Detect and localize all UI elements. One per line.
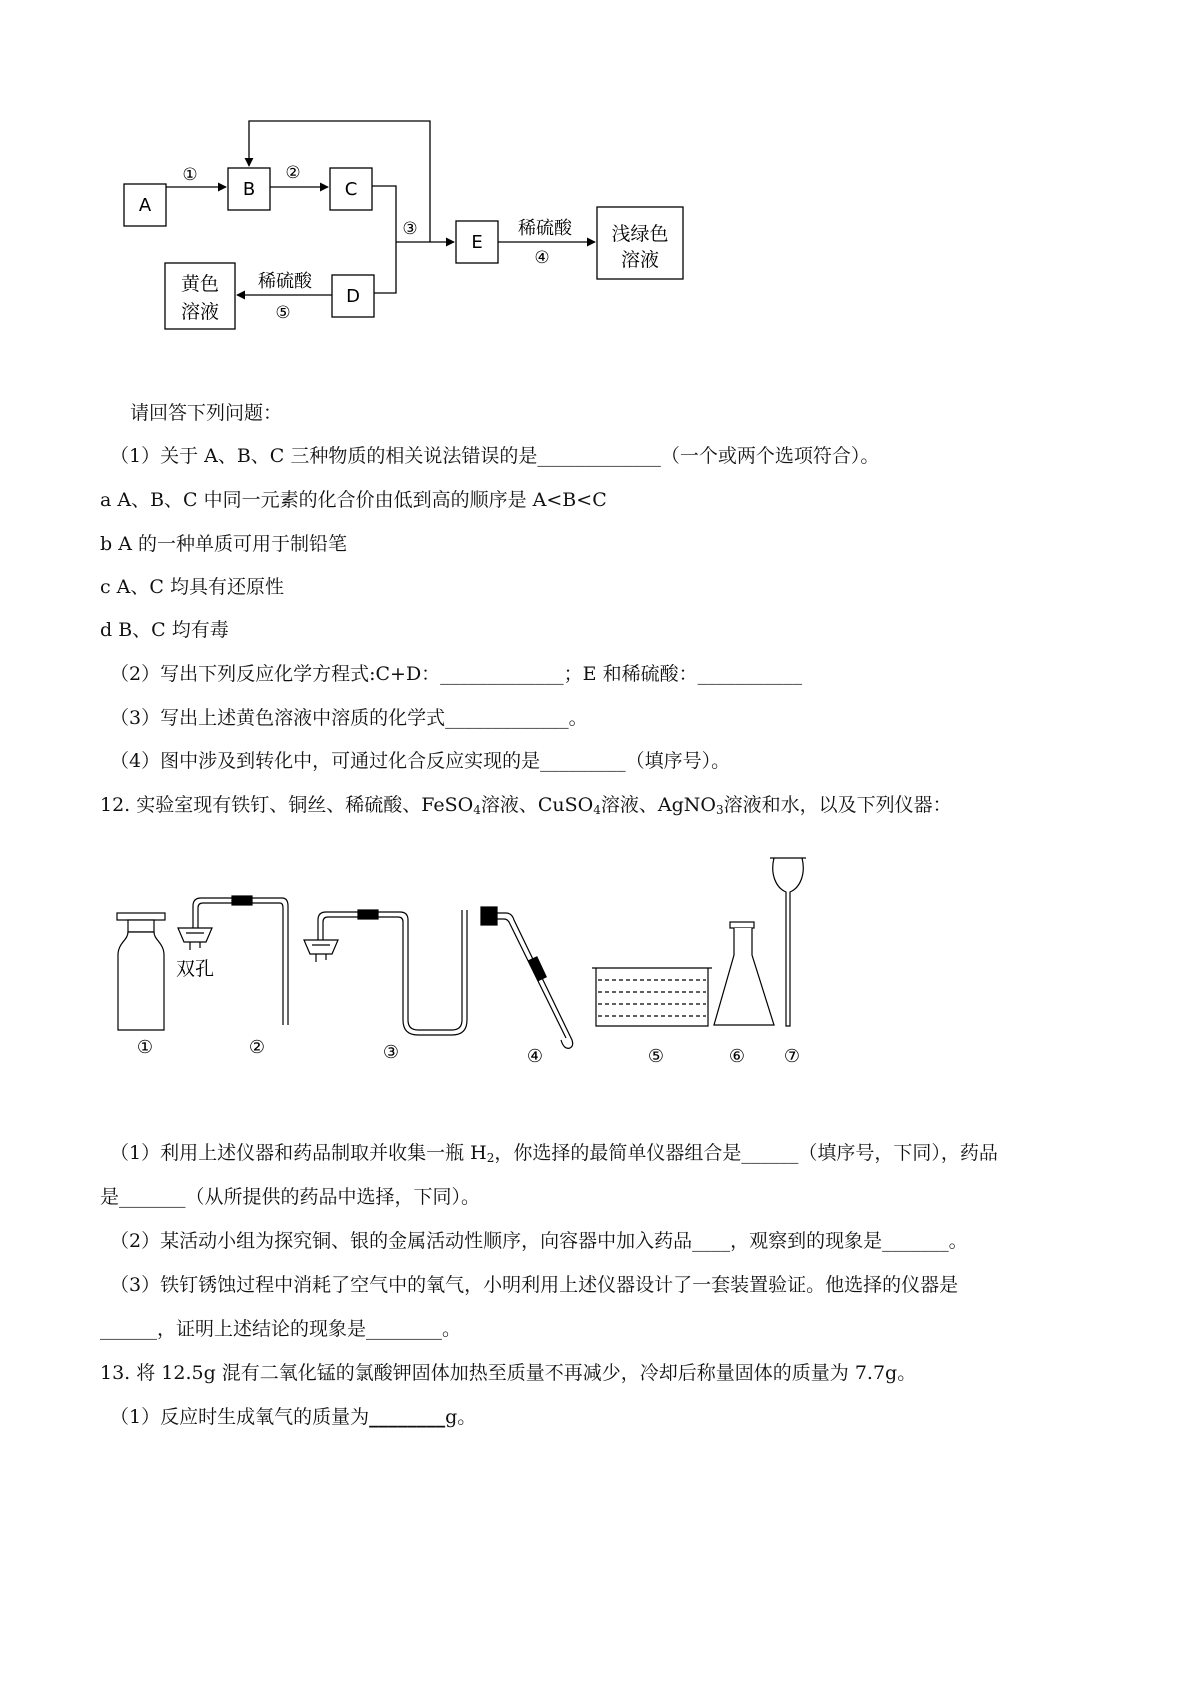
q13-part1-blank: ________	[369, 1406, 446, 1428]
apparatus-7-label: ⑦	[783, 1046, 801, 1067]
q11-part3: （3）写出上述黄色溶液中溶质的化学式_____________。	[110, 707, 588, 729]
apparatus-3-label: ③	[382, 1042, 400, 1063]
apparatus-4-label: ④	[526, 1046, 544, 1067]
q12-stem-post: 溶液和水，以及下列仪器：	[723, 794, 952, 816]
q13-part1	[110, 1405, 476, 1429]
apparatus-5-label: ⑤	[647, 1046, 665, 1067]
reaction-flow-diagram	[0, 0, 1200, 380]
q13-stem: 13. 将 12.5g 混有二氧化锰的氯酸钾固体加热至质量不再减少，冷却后称量固体的质量为 7.7g。	[100, 1362, 917, 1384]
connector-c	[372, 186, 396, 293]
q12-part1-pre: （1）利用上述仪器和药品制取并收集一瓶 H	[110, 1142, 487, 1164]
yellow-solution-line1: 黄色	[180, 273, 220, 295]
step-1-label: ①	[182, 165, 198, 185]
q11-option-c: c A、C 均具有还原性	[100, 576, 284, 598]
q12-part1-post: ，你选择的最简单仪器组合是______（填序号，下同），药品	[494, 1142, 998, 1164]
box-a-label: A	[138, 195, 152, 216]
apparatus-6-label: ⑥	[728, 1046, 746, 1067]
apparatus-1-bottle	[117, 913, 165, 1030]
apparatus-figure	[0, 840, 1200, 1080]
box-d-label: D	[346, 286, 360, 307]
q12-sub1: 4	[473, 803, 481, 817]
q12-part3-line2: ______，证明上述结论的现象是________。	[100, 1318, 462, 1340]
q12-part1-line2: 是_______（从所提供的药品中选择，下同）。	[100, 1186, 481, 1208]
step-3-label: ③	[402, 219, 418, 239]
green-solution-line1: 浅绿色	[611, 223, 669, 245]
apparatus-7-funnel	[770, 858, 806, 1026]
q11-option-d: d B、C 均有毒	[100, 619, 229, 641]
green-solution-line2: 溶液	[620, 249, 660, 271]
box-e-label: E	[471, 232, 483, 253]
q11-part1: （1）关于 A、B、C 三种物质的相关说法错误的是_____________（一个或两个选项符合）。	[110, 445, 880, 467]
q12-sub2: 4	[593, 803, 601, 817]
q12-part3-line1: （3）铁钉锈蚀过程中消耗了空气中的氧气，小明利用上述仪器设计了一套装置验证。他选择的仪器是	[110, 1274, 959, 1296]
q12-stem-mid1: 溶液、CuSO	[480, 794, 594, 816]
q12-stem-pre: 12. 实验室现有铁钉、铜丝、稀硫酸、FeSO	[100, 794, 474, 816]
apparatus-1-label: ①	[136, 1037, 154, 1058]
acid-label-4: 稀硫酸	[518, 218, 572, 239]
box-c-label: C	[344, 179, 358, 200]
yellow-solution-line2: 溶液	[180, 301, 220, 323]
q13-part1-pre: （1）反应时生成氧气的质量为	[110, 1406, 370, 1428]
step-4-label: ④	[534, 248, 550, 268]
step-2-label: ②	[285, 163, 301, 183]
apparatus-6-flask	[714, 922, 774, 1025]
acid-label-5: 稀硫酸	[258, 271, 312, 292]
q11-option-a: a A、B、C 中同一元素的化合价由低到高的顺序是 A<B<C	[100, 489, 607, 511]
q11-intro: 请回答下列问题：	[130, 402, 283, 424]
q12-part2: （2）某活动小组为探究铜、银的金属活动性顺序，向容器中加入药品____，观察到的现象是_______。	[110, 1230, 968, 1252]
q13-part1-post: g。	[445, 1406, 477, 1428]
apparatus-4-bent-tube	[481, 907, 573, 1048]
q12-part1-sub: 2	[486, 1151, 495, 1165]
apparatus-3-u-tube	[304, 910, 467, 1035]
double-hole-label: 双孔	[176, 958, 215, 980]
step-5-label: ⑤	[275, 303, 291, 323]
q12-part1-line1	[110, 1141, 998, 1170]
q11-part4: （4）图中涉及到转化中，可通过化合反应实现的是_________（填序号）。	[110, 750, 731, 772]
apparatus-2-label: ②	[248, 1037, 266, 1058]
q12-stem-mid2: 溶液、AgNO	[600, 794, 716, 816]
q11-option-b: b A 的一种单质可用于制铅笔	[100, 533, 347, 555]
apparatus-5-trough	[592, 968, 712, 1026]
q12-sub3: 3	[716, 803, 724, 817]
q12-stem	[100, 793, 952, 822]
box-b-label: B	[242, 179, 256, 200]
q11-part2: （2）写出下列反应化学方程式:C+D：_____________；E 和稀硫酸：___________	[110, 663, 803, 685]
